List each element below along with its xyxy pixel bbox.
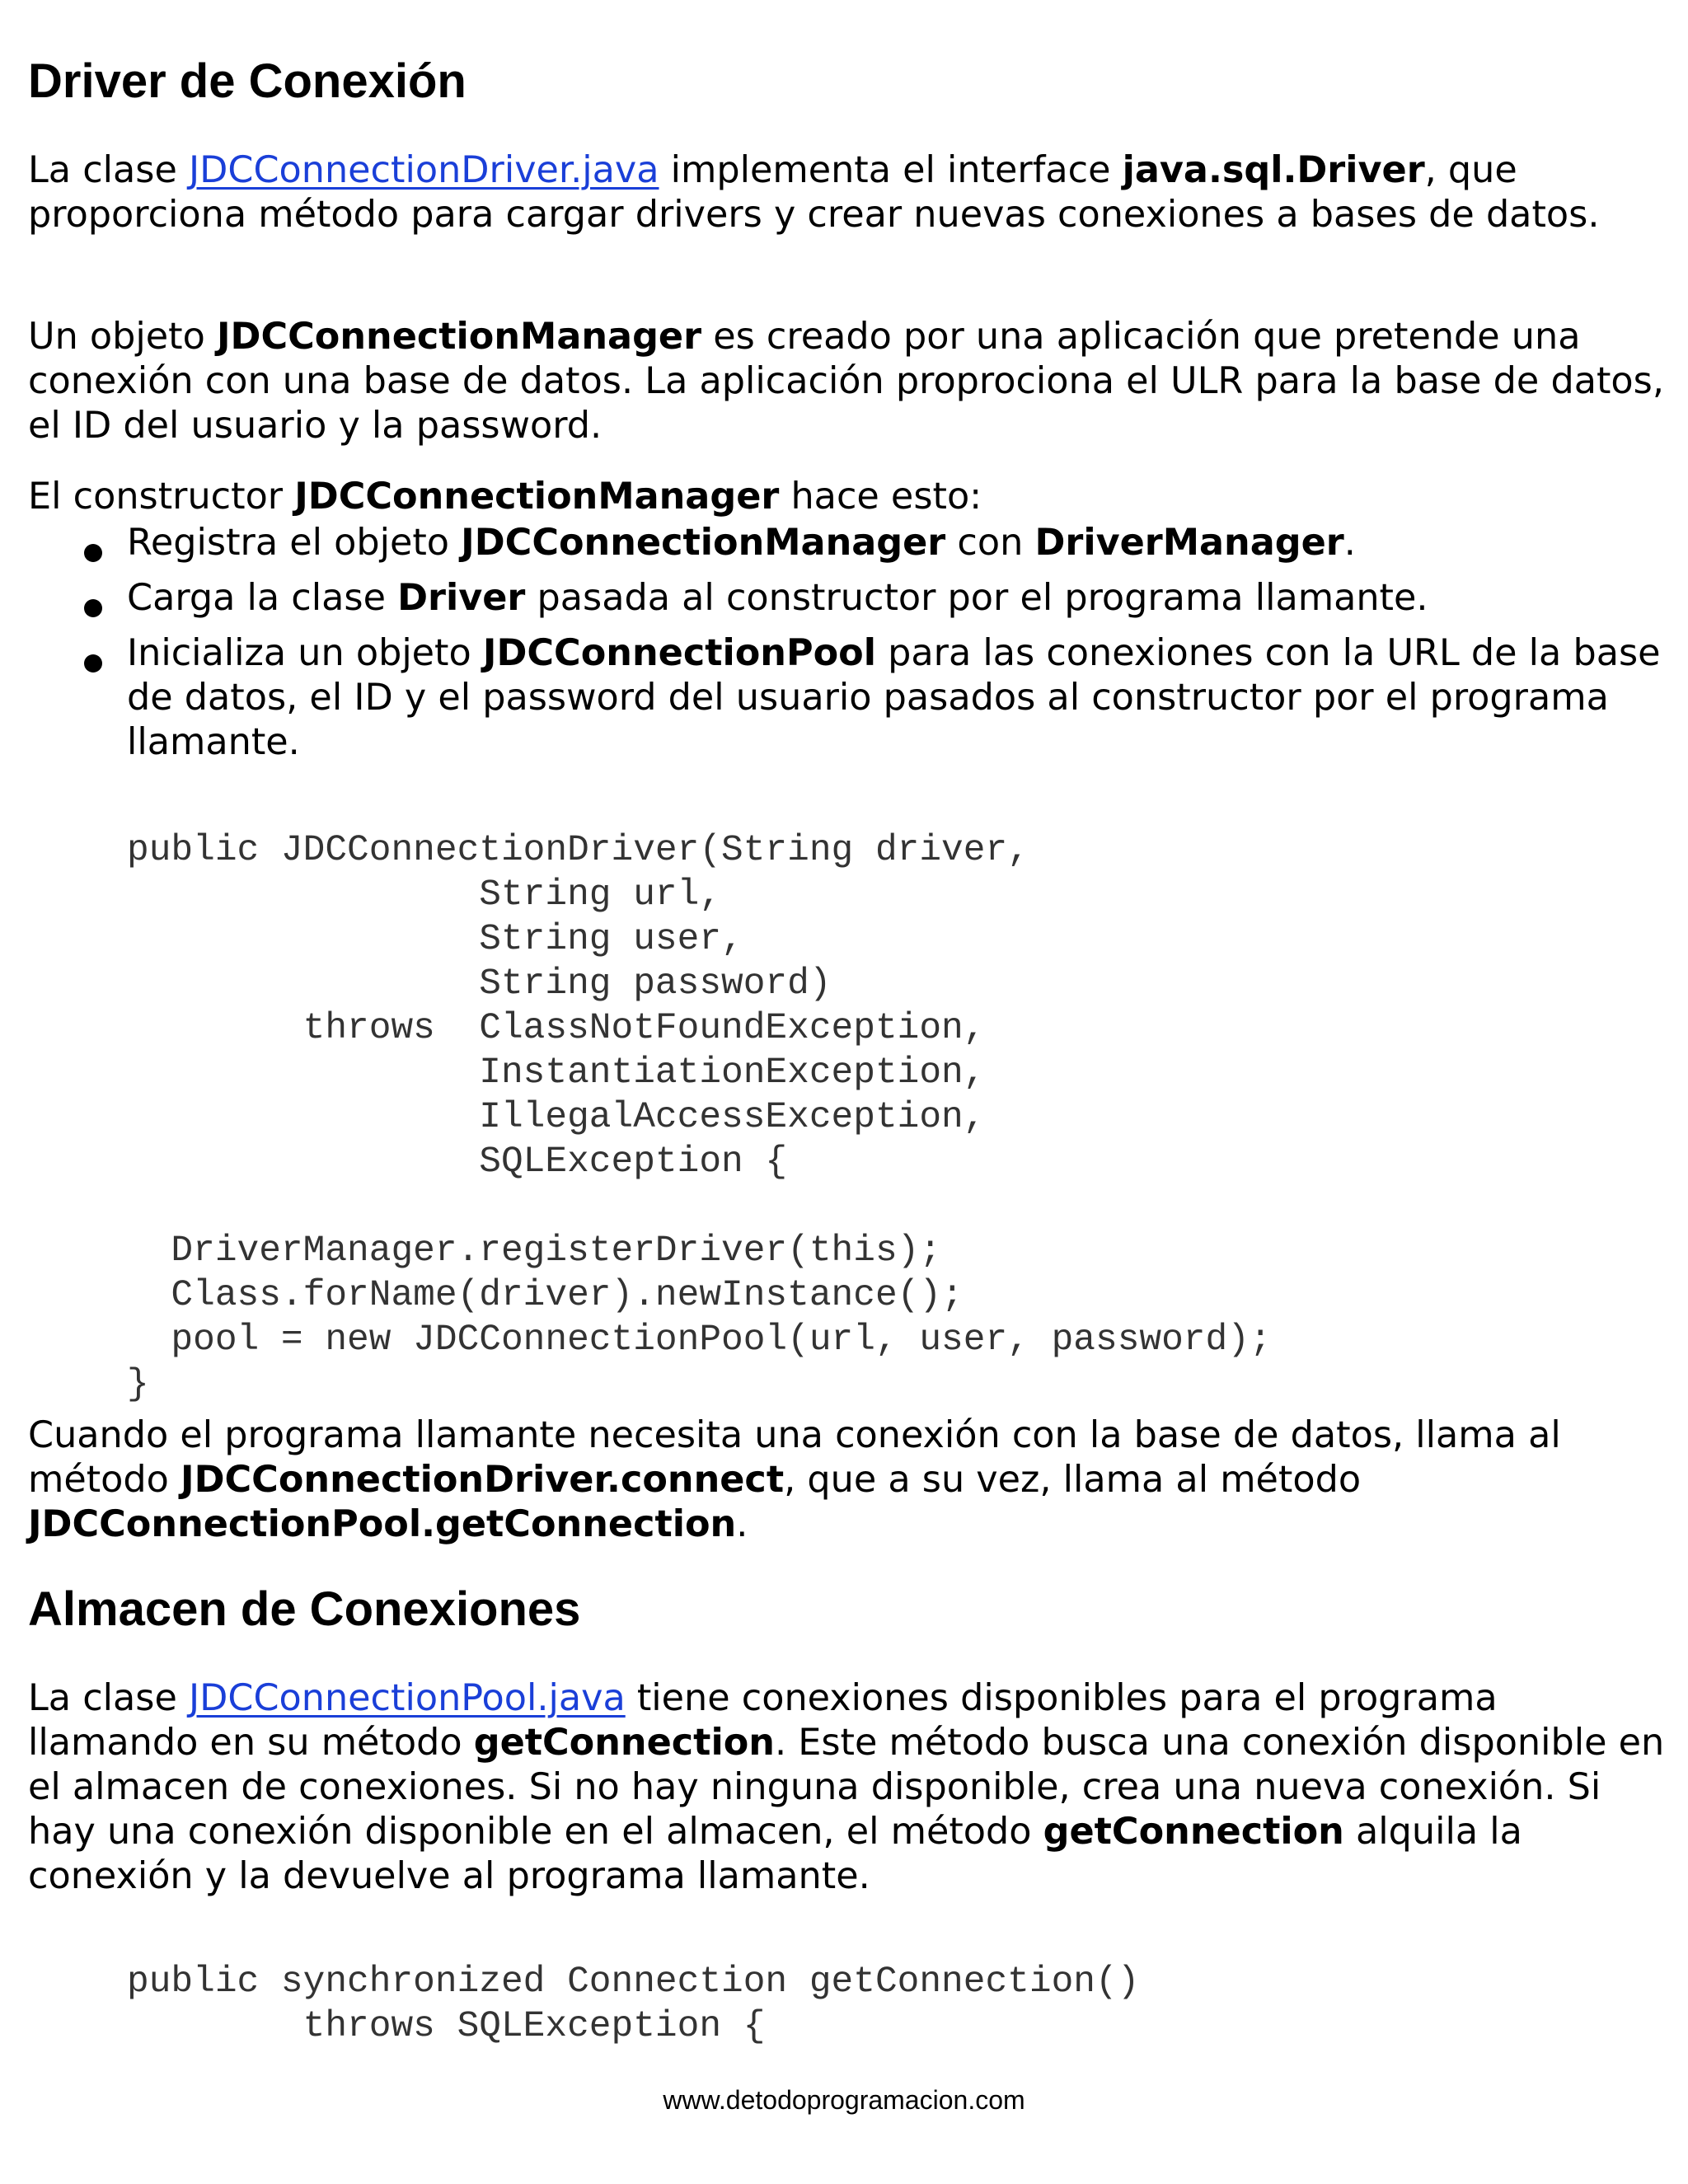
paragraph-manager [28, 315, 1668, 448]
bold-term: java.sql.Driver [1122, 149, 1425, 191]
list-item [28, 631, 1668, 765]
text-span: hace esto: [779, 476, 982, 518]
text-span: El constructor [28, 476, 295, 518]
text-span: tiene conexiones disponibles para el programa llamando en su método [28, 1677, 1498, 1764]
text-span: para las conexiones con la URL de la base de datos, el ID y el password del usuario pasados al constructor por el programa llamante. [127, 632, 1661, 763]
text-span: Carga la clase [127, 577, 398, 619]
paragraph-constructor [28, 475, 1668, 519]
bullet-icon [84, 599, 102, 617]
bold-term: JDCConnectionManager [461, 522, 946, 564]
bullet-icon [84, 544, 102, 562]
paragraph-connect [28, 1413, 1668, 1547]
text-span: . [1343, 522, 1356, 564]
text-span: Registra el objeto [127, 522, 462, 564]
footer-url: www.detodoprogramacion.com [663, 2085, 1025, 2115]
bold-term: DriverManager [1034, 522, 1344, 564]
text-span: . Este método busca una conexión disponible en el almacen de conexiones. Si no hay ninguna disponible, crea una nueva conexión. Si hay una conexión disponible en el almacen, el método [28, 1722, 1665, 1853]
link-jdcconnectiondriver[interactable]: JDCConnectionDriver.java [189, 149, 659, 191]
section-heading-driver: Driver de Conexión [28, 54, 467, 108]
text-span: con [945, 522, 1035, 564]
text-span: Inicializa un objeto [127, 632, 483, 674]
text-span: pasada al constructor por el programa llamante. [525, 577, 1428, 619]
text-span: La clase [28, 1677, 190, 1719]
code-block-getconnection: public synchronized Connection getConnection() throws SQLException { [127, 1961, 1140, 2047]
text-span: implementa el interface [659, 149, 1123, 191]
bold-term: JDCConnectionDriver.connect [181, 1459, 785, 1501]
bold-term: JDCConnectionPool [482, 632, 876, 674]
text-span: es creado por una aplicación que pretende una conexión con una base de datos. La aplicación proprociona el ULR para la base de datos, el ID del usuario y la password. [28, 316, 1664, 447]
bold-term: getConnection [1043, 1811, 1344, 1853]
paragraph-pool [28, 1676, 1668, 1899]
list-item [28, 576, 1668, 621]
text-span: . [736, 1503, 748, 1545]
bullet-icon [84, 654, 102, 673]
text-span: , que a su vez, llama al método [784, 1459, 1362, 1501]
bold-term: JDCConnectionManager [216, 316, 702, 358]
text-span: Cuando el programa llamante necesita una conexión con la base de datos, llama al método [28, 1414, 1561, 1501]
link-jdcconnectionpool[interactable]: JDCConnectionPool.java [189, 1677, 626, 1719]
bold-term: JDCConnectionManager [294, 476, 780, 518]
bold-term: JDCConnectionPool.getConnection [28, 1503, 737, 1545]
text-span: La clase [28, 149, 190, 191]
constructor-steps-list [28, 521, 1668, 776]
text-span: , que proporciona método para cargar drivers y crear nuevas conexiones a bases de datos. [28, 149, 1600, 236]
bold-term: Driver [397, 577, 526, 619]
code-block-constructor: public JDCConnectionDriver(String driver, String url, String user, String password) throws ClassNotFoundException, InstantiationException, IllegalAccessException, SQLException { DriverManager.registerDriver(this); Class.forName(driver).newInstance(); pool = new JDCConnectionPool(url, user, password); } [127, 830, 1272, 1405]
section-heading-pool: Almacen de Conexiones [28, 1582, 581, 1636]
bold-term: getConnection [473, 1722, 775, 1764]
text-span: Un objeto [28, 316, 217, 358]
text-span: alquila la conexión y la devuelve al programa llamante. [28, 1811, 1522, 1897]
paragraph-driver-intro [28, 148, 1668, 237]
list-item [28, 521, 1668, 565]
